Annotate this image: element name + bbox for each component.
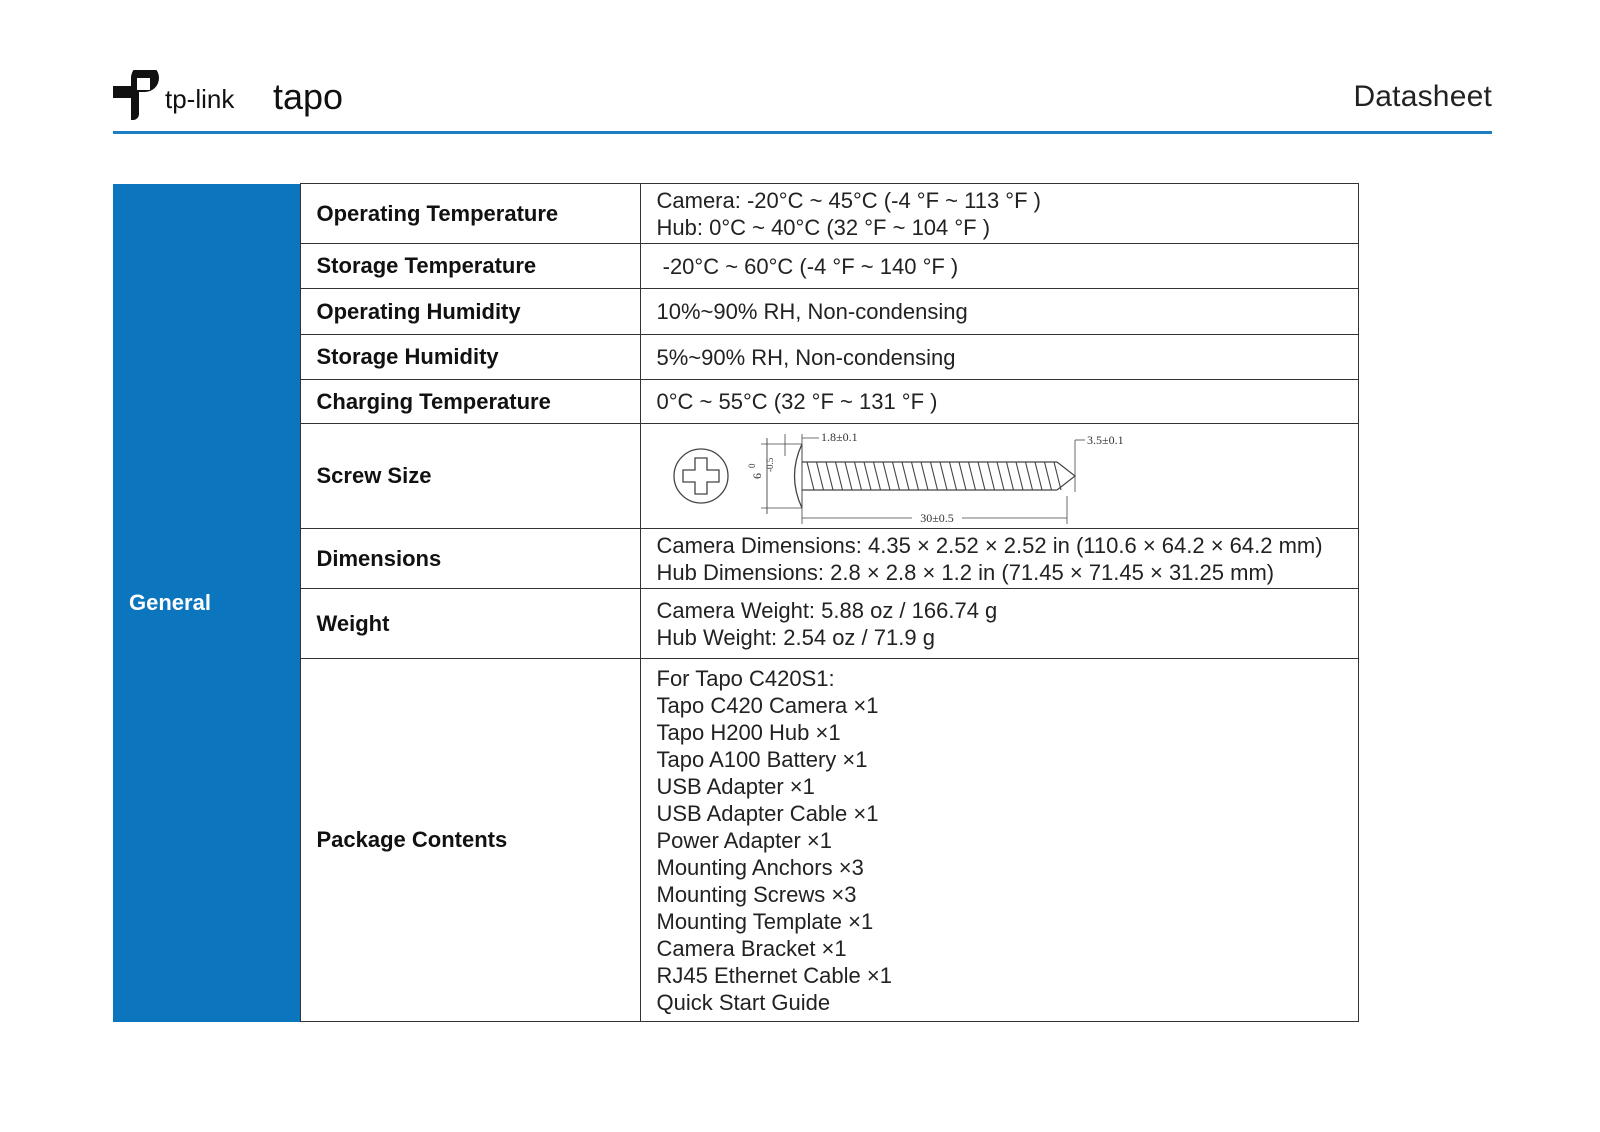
package-item: Tapo A100 Battery ×1 [656,746,868,772]
row-value [640,529,1358,589]
package-item: Power Adapter ×1 [656,827,833,853]
row-value [640,335,1358,380]
package-item: RJ45 Ethernet Cable ×1 [656,962,892,988]
tp-link-tapo-logo [113,70,373,125]
screw-tip-diameter: 3.5±0.1 [1086,433,1124,447]
table-row [113,380,1358,424]
value-line: Camera: -20°C ~ 45°C (-4 °F ~ 113 °F ) [656,187,1041,213]
package-item: Mounting Anchors ×3 [656,854,864,880]
row-value [640,244,1358,289]
package-item: For Tapo C420S1: [656,665,835,691]
row-label: Weight [300,589,640,659]
row-value [640,184,1358,244]
spec-table [113,183,1359,1022]
value-line: -20°C ~ 60°C (-4 °F ~ 140 °F ) [656,253,959,279]
table-row [113,184,1358,244]
value-line: Camera Weight: 5.88 oz / 166.74 g [656,597,998,623]
svg-text:tapo: tapo [273,76,344,117]
package-item: Quick Start Guide [656,989,831,1015]
value-line: Camera Dimensions: 4.35 × 2.52 × 2.52 in (110.6 × 64.2 × 64.2 mm) [656,532,1323,558]
package-item: Mounting Template ×1 [656,908,874,934]
doc-type-label: Datasheet [1353,80,1492,113]
value-line: Hub Dimensions: 2.8 × 2.8 × 1.2 in (71.45 × 71.45 × 31.25 mm) [656,559,1275,585]
row-label: Storage Temperature [300,244,640,289]
row-label: Operating Temperature [300,184,640,244]
screw-drawing-cell [640,424,1358,529]
table-row [113,529,1358,589]
screw-length: 30±0.5 [919,511,954,525]
row-label: Operating Humidity [300,289,640,335]
category-cell: General [113,184,300,1022]
package-item: Mounting Screws ×3 [656,881,857,907]
row-label: Storage Humidity [300,335,640,380]
screw-head-tol-lower: -0.5 [764,457,775,472]
package-item: Tapo H200 Hub ×1 [656,719,841,745]
phillips-cross-icon [683,458,719,494]
row-value [640,289,1358,335]
row-label: Screw Size [300,424,640,529]
row-value [640,380,1358,424]
value-line: Hub: 0°C ~ 40°C (32 °F ~ 104 °F ) [656,214,991,240]
screw-head-length: 1.8±0.1 [820,430,858,444]
screw-drawing [657,426,1127,526]
table-row [113,589,1358,659]
value-line: Hub Weight: 2.54 oz / 71.9 g [656,624,935,650]
screw-head-diameter: 6 [749,473,764,479]
row-label: Charging Temperature [300,380,640,424]
svg-text:tp-link: tp-link [165,84,235,114]
header-rule [113,131,1492,134]
value-line: 5%~90% RH, Non-condensing [656,344,956,370]
package-contents-list [640,659,1358,1022]
value-line: 0°C ~ 55°C (32 °F ~ 131 °F ) [656,389,938,414]
row-label: Package Contents [300,659,640,1022]
table-row [113,424,1358,529]
row-label: Dimensions [300,529,640,589]
table-row [113,659,1358,1022]
package-item: USB Adapter Cable ×1 [656,800,879,826]
package-item: Camera Bracket ×1 [656,935,847,961]
table-row [113,244,1358,289]
package-item: Tapo C420 Camera ×1 [656,692,879,718]
screw-head-tol-upper: 0 [746,463,757,468]
row-value [640,589,1358,659]
table-row [113,335,1358,380]
table-row [113,289,1358,335]
page-header [113,62,1492,132]
package-item: USB Adapter ×1 [656,773,815,799]
screw-head-front-icon [674,449,728,503]
screw-threads [807,462,1061,490]
value-line: 10%~90% RH, Non-condensing [656,299,968,324]
